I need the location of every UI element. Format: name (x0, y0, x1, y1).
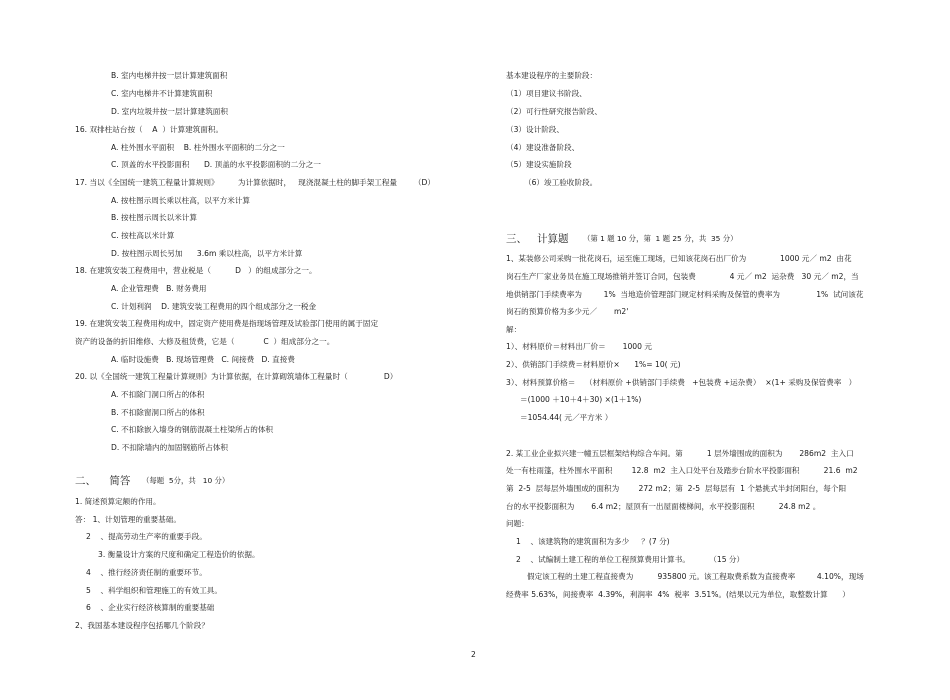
stage-6: （6）竣工验收阶段。 (524, 178, 598, 187)
stage-5: （5）建设实施阶段 (506, 160, 572, 169)
stage-1: （1）项目建议书阶段、 (506, 89, 587, 98)
page-number: 2 (471, 650, 476, 659)
q20-option-b: B. 不扣除窗洞口所占的体积 (111, 408, 205, 417)
section2-title: 二、 简答 (75, 475, 131, 487)
sq1-answer-5: 5 、科学组织和管理施工的有效工具。 (86, 586, 222, 595)
cq2-text-line4: 台的水平投影面积为 6.4 m2；屋顶有一出屋面楼梯间，水平投影面积 24.8 m2 。 (506, 502, 821, 511)
stage-3: （3）设计阶段、 (506, 125, 564, 134)
cq1-text-line4: 岗石的预算价格为多少元／ m2' (506, 307, 629, 316)
q16-options-line1: A. 柱外围水平面积 B. 柱外围水平面积的二分之一 (111, 143, 285, 152)
cq1-text-line2: 岗石生产厂家业务员在施工现场推销并签订合同，包装费 4 元／ m2 运杂费 30 元／ m2，当 (506, 272, 859, 281)
q17-option-d: D. 按柱图示周长另加 3.6m 乘以柱高，以平方米计算 (111, 249, 303, 258)
q20-option-d: D. 不扣除墙内的加固钢筋所占体积 (111, 443, 228, 452)
sq1-answer-2: 2 、提高劳动生产率的重要手段。 (86, 532, 207, 541)
cq2-condition-line2: 经费率 5.63%，间接费率 4.39%，利润率 4% 税率 3.51%。(结果以元为单位，取整数计算 ） (506, 590, 850, 599)
q19-options: A. 临时设施费 B. 现场管理费 C. 间接费 D. 直接费 (111, 355, 295, 364)
sq1-answer-1: 答： 1、计划管理的重要基础。 (75, 515, 181, 524)
cq1-step-3: 3）、材料预算价格＝ （材料原价 +供销部门手续费 +包装费 +运杂费） ×(1+ 采购及保管费率 ） (506, 378, 857, 387)
q18-options-line2: C. 计划利润 D. 建筑安装工程费用的四个组成部分之一税金 (111, 302, 317, 311)
cq1-text-line1: 1、某装修公司采购一批花岗石，运至施工现场，已知该花岗石出厂价为 1000 元／ m2 由花 (506, 254, 852, 263)
cq1-text-line3: 地供销部门手续费率为 1% 当地造价管理部门规定材料采购及保管的费率为 1% 试问该花 (506, 290, 864, 299)
q19-stem-line2: 资产的设备的折旧维修、大修及租赁费，它是（ C ）组成部分之一。 (75, 337, 335, 346)
cq1-step-1: 1）、材料原价＝材料出厂价＝ 1000 元 (506, 342, 652, 351)
q18-stem: 18. 在建筑安装工程费用中，营业税是（ D ）的组成部分之一。 (75, 266, 317, 275)
short-question-2: 2、我国基本建设程序包括哪几个阶段？ (75, 621, 209, 630)
q17-option-a: A. 按柱图示周长乘以柱高，以平方米计算 (111, 196, 250, 205)
short-question-1: 1. 简述预算定额的作用。 (75, 497, 161, 506)
cq2-question-2: 2 、试编制土建工程的单位工程预算费用计算书。 （15 分） (516, 555, 745, 564)
sq1-answer-4: 4 、推行经济责任制的重要环节。 (86, 568, 207, 577)
section2-note: （每题 5分，共 10 分） (142, 476, 230, 485)
sq1-answer-3: 3. 衡量设计方案的尺度和确定工程造价的依据。 (98, 550, 260, 559)
cq2-question-label: 问题： (506, 519, 529, 528)
cq2-question-1: 1 、该建筑物的建筑面积为多少 ？(7 分) (516, 537, 670, 546)
q17-stem: 17. 当以《全国统一建筑工程量计算规则》 为计算依据时， 现浇混凝土柱的脚手架工程量 （D） (75, 178, 435, 187)
q16-stem: 16. 双排柱站台按（ A ）计算建筑面积。 (75, 125, 224, 134)
q20-option-c: C. 不扣除嵌入墙身的钢筋混凝土柱梁所占的体积 (111, 425, 274, 434)
q19-stem-line1: 19. 在建筑安装工程费用构成中，固定资产使用费是指现场管理及试验部门使用的属于固定 (75, 319, 379, 328)
cq1-solution-label: 解： (506, 325, 522, 334)
section3-title: 三、 计算题 (506, 233, 569, 245)
q15-option-d: D. 室内垃圾井按一层计算建筑面积 (111, 107, 228, 116)
q17-option-c: C. 按柱高以米计算 (111, 231, 175, 240)
stage-2: （2）可行性研究报告阶段、 (506, 107, 602, 116)
cq2-text-line1: 2. 某工业企业拟兴建一幢五层框架结构综合车间。第 1 层外墙围成的面积为 286m2 主入口 (506, 449, 854, 458)
cq2-condition-line1: 假定该工程的土建工程直接费为 935800 元。该工程取费系数为直接费率 4.10%，现场 (527, 572, 864, 581)
q15-option-b: B. 室内电梯井按一层计算建筑面积 (111, 71, 228, 80)
q17-option-b: B. 按柱图示周长以米计算 (111, 213, 197, 222)
q18-options-line1: A. 企业管理费 B. 财务费用 (111, 284, 207, 293)
cq2-text-line2: 处一有柱雨篷，柱外围水平面积 12.8 m2 主入口处平台及踏步台阶水平投影面积 21.6 m2 (506, 466, 858, 475)
q16-options-line2: C. 顶盖的水平投影面积 D. 顶盖的水平投影面积的二分之一 (111, 160, 321, 169)
cq1-step-5: ＝1054.44( 元／平方米 ） (520, 413, 613, 422)
stage-4: （4）建设准备阶段、 (506, 143, 580, 152)
q15-option-c: C. 室内电梯井不计算建筑面积 (111, 89, 213, 98)
cq1-step-4: ＝(1000 ＋10＋4＋30) ×(1＋1%) (520, 395, 642, 404)
cq1-step-2: 2）、供销部门手续费＝材料原价× 1%= 10( 元) (506, 360, 681, 369)
section3-note: （第 1 题 10 分，第 1 题 25 分，共 35 分） (583, 234, 738, 243)
sq2-answer-intro: 基本建设程序的主要阶段： (506, 71, 598, 80)
q20-option-a: A. 不扣除门洞口所占的体积 (111, 390, 205, 399)
q20-stem: 20. 以《全国统一建筑工程量计算规则》为计算依据，在计算砌筑墙体工程量时（ D） (75, 372, 398, 381)
sq1-answer-6: 6 、企业实行经济核算制的重要基础 (86, 603, 215, 612)
cq2-text-line3: 第 2-5 层每层外墙围成的面积为 272 m2；第 2-5 层每层有 1 个悬挑式半封闭阳台，每个阳 (506, 484, 847, 493)
